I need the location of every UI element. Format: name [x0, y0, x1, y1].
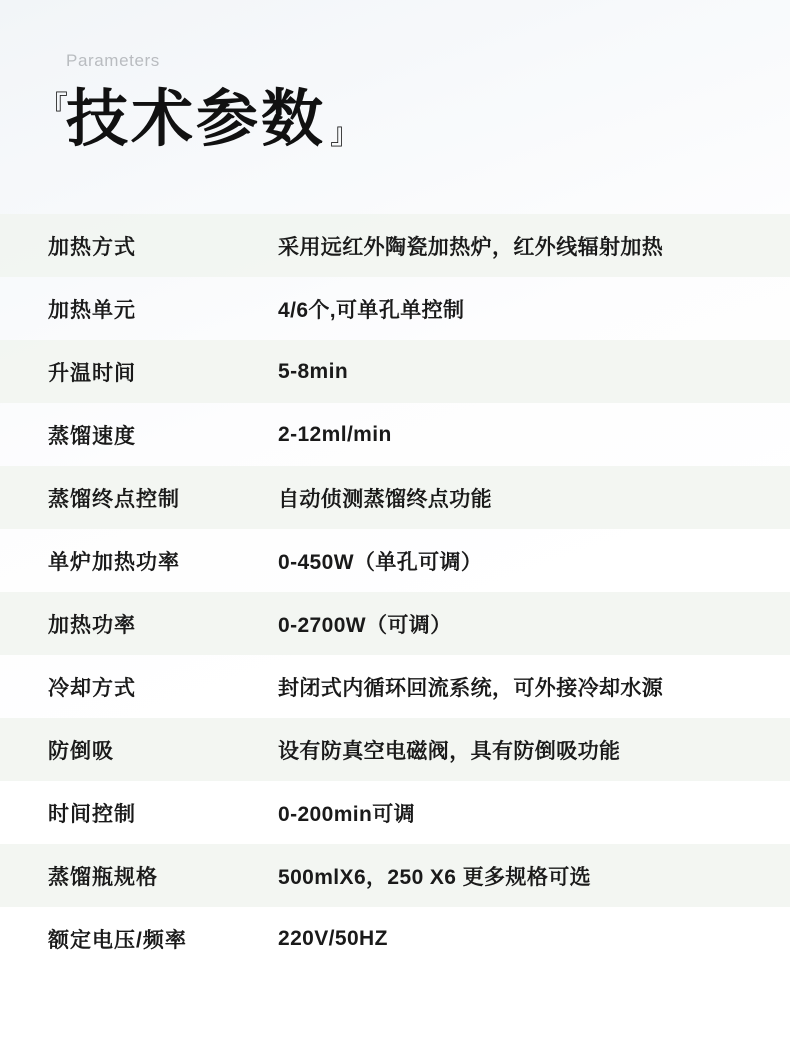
spec-value: 0-2700W（可调）: [278, 613, 452, 637]
spec-value: 2-12ml/min: [278, 422, 392, 446]
table-row: [0, 844, 790, 907]
table-row: [0, 214, 790, 277]
table-row: [0, 466, 790, 529]
spec-label: 升温时间: [48, 361, 136, 385]
spec-value: 设有防真空电磁阀，具有防倒吸功能: [278, 739, 621, 763]
spec-label: 蒸馏终点控制: [48, 487, 180, 511]
table-row: [0, 907, 790, 970]
spec-value: 采用远红外陶瓷加热炉，红外线辐射加热: [278, 235, 664, 259]
spec-label: 加热单元: [48, 298, 136, 322]
spec-label: 额定电压/频率: [48, 928, 187, 952]
spec-label: 时间控制: [48, 802, 136, 826]
spec-label: 冷却方式: [48, 676, 136, 700]
spec-value: 4/6个,可单孔单控制: [278, 298, 465, 322]
page-title: [38, 85, 361, 154]
page-header: [0, 0, 790, 152]
table-row: [0, 781, 790, 844]
eyebrow-label: Parameters: [66, 51, 160, 70]
specifications-table-body: [0, 214, 790, 970]
spec-value: 5-8min: [278, 359, 349, 383]
table-row: [0, 718, 790, 781]
page-title-text: 技术参数: [66, 85, 327, 154]
spec-value: 自动侦测蒸馏终点功能: [278, 487, 492, 511]
spec-value: 0-200min可调: [278, 802, 416, 826]
specifications-table: [0, 214, 790, 970]
spec-label: 蒸馏瓶规格: [48, 865, 158, 889]
bracket-close-decoration: 』: [330, 118, 361, 152]
spec-label: 加热功率: [48, 613, 136, 637]
spec-value: 500mlX6，250 X6 更多规格可选: [278, 865, 592, 889]
table-row: [0, 529, 790, 592]
bracket-open-decoration: 『: [38, 91, 68, 124]
spec-label: 防倒吸: [48, 739, 114, 763]
spec-label: 加热方式: [48, 235, 136, 259]
table-row: [0, 655, 790, 718]
spec-value: 220V/50HZ: [278, 926, 388, 950]
spec-label: 蒸馏速度: [48, 424, 136, 448]
spec-value: 0-450W（单孔可调）: [278, 550, 483, 574]
spec-value: 封闭式内循环回流系统，可外接冷却水源: [278, 676, 664, 700]
table-row: [0, 403, 790, 466]
table-row: [0, 340, 790, 403]
table-row: [0, 592, 790, 655]
spec-label: 单炉加热功率: [48, 550, 180, 574]
table-row: [0, 277, 790, 340]
